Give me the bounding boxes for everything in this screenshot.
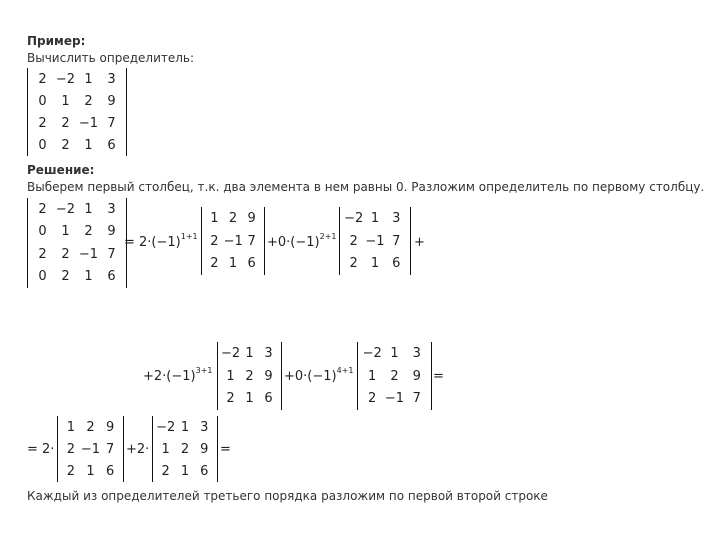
matrix-cell: 9	[264, 368, 273, 384]
matrix-cell: 2	[368, 391, 377, 407]
matrix-cell: 1	[390, 345, 399, 361]
coef-text: +0·(−1)	[267, 235, 320, 250]
determinant-left-bar	[217, 342, 218, 410]
expansion-coef-4	[284, 366, 354, 384]
matrix-cell: 2	[38, 246, 47, 262]
matrix-cell: −2	[55, 201, 76, 217]
matrix-cell: 9	[106, 419, 115, 435]
matrix-cell: −1	[78, 246, 99, 262]
coef-text: +0·(−1)	[284, 369, 337, 384]
matrix-cell: 2	[226, 391, 235, 407]
determinant-left-bar	[357, 342, 358, 410]
matrix-cell: 7	[392, 233, 401, 249]
solution-text: Выберем первый столбец, т.к. два элемента в нем равны 0. Разложим определитель по первому столбцу.	[27, 180, 705, 194]
matrix-cell: 2	[84, 93, 93, 109]
coef-text: +2·(−1)	[143, 369, 196, 384]
matrix-cell: 1	[245, 345, 254, 361]
matrix-cell: 9	[412, 368, 421, 384]
determinant-right-bar	[217, 416, 218, 482]
matrix-cell: 1	[84, 137, 93, 153]
determinant-right-bar	[126, 68, 127, 156]
main-determinant	[27, 68, 127, 156]
minor-41	[357, 342, 432, 410]
matrix-cell: 2	[161, 463, 170, 479]
matrix-cell: −2	[55, 71, 76, 87]
equals-after-minor-41: =	[433, 369, 444, 384]
determinant-left-bar	[57, 416, 58, 482]
example-label: Пример:	[27, 34, 86, 48]
matrix-cell: 2	[38, 201, 47, 217]
matrix-cell: 1	[84, 269, 93, 285]
matrix-cell: 0	[38, 269, 47, 285]
matrix-cell: 3	[200, 419, 209, 435]
determinant-right-bar	[281, 342, 282, 410]
determinant-right-bar	[410, 207, 411, 275]
matrix-cell: −2	[156, 419, 176, 435]
matrix-cell: 2	[390, 368, 399, 384]
matrix-cell: −1	[78, 115, 99, 131]
matrix-cell: −2	[344, 210, 364, 226]
determinant-left-bar	[201, 207, 202, 275]
matrix-cell: 2	[61, 269, 70, 285]
matrix-cell: 2	[38, 115, 47, 131]
determinant-right-bar	[123, 416, 124, 482]
determinant-left-bar	[152, 416, 153, 482]
matrix-cell: 6	[392, 256, 401, 272]
exponent: 4+1	[336, 366, 354, 375]
matrix-cell: 3	[392, 210, 401, 226]
matrix-cell: 7	[247, 233, 256, 249]
expansion-coef-2	[267, 232, 337, 250]
matrix-cell: 3	[107, 71, 116, 87]
matrix-cell: 1	[370, 210, 380, 226]
matrix-cell: 2	[61, 115, 70, 131]
matrix-cell: −2	[362, 345, 382, 361]
final-plus-coef: +2·	[126, 442, 150, 457]
matrix-cell: 3	[264, 345, 273, 361]
coef-text: = 2·(−1)	[124, 235, 181, 250]
matrix-cell: 1	[368, 368, 377, 384]
determinant-right-bar	[264, 207, 265, 275]
exponent: 2+1	[319, 232, 337, 241]
matrix-cell: 2	[180, 441, 190, 457]
matrix-cell: 1	[161, 441, 170, 457]
matrix-cell: 1	[180, 463, 190, 479]
matrix-cell: 0	[38, 93, 47, 109]
expansion-coef-1	[124, 232, 198, 250]
matrix-cell: 6	[200, 463, 209, 479]
trailing-plus: +	[414, 235, 425, 250]
determinant-left-bar	[27, 198, 28, 288]
matrix-cell: 6	[107, 137, 116, 153]
matrix-cell: −2	[221, 345, 241, 361]
minor-31	[217, 342, 282, 410]
final-minor-2	[152, 416, 218, 482]
matrix-cell: 9	[247, 210, 256, 226]
matrix-cell: 6	[106, 463, 115, 479]
matrix-cell: −1	[365, 233, 385, 249]
matrix-cell: 2	[228, 210, 238, 226]
matrix-cell: 1	[66, 419, 75, 435]
determinant-right-bar	[431, 342, 432, 410]
solution-label: Решение:	[27, 163, 95, 177]
expansion-coef-3	[143, 366, 213, 384]
final-eq-coef: = 2·	[27, 442, 55, 457]
final-minor-1	[57, 416, 124, 482]
minor-21	[339, 207, 411, 275]
matrix-cell: 1	[210, 210, 219, 226]
matrix-cell: 6	[264, 391, 273, 407]
matrix-cell: 9	[200, 441, 209, 457]
matrix-cell: 2	[349, 233, 358, 249]
matrix-cell: 7	[106, 441, 115, 457]
exponent: 3+1	[195, 366, 213, 375]
matrix-cell: 2	[210, 256, 219, 272]
matrix-cell: 1	[84, 201, 93, 217]
matrix-cell: 0	[38, 224, 47, 240]
matrix-cell: 1	[228, 256, 238, 272]
matrix-cell: 6	[247, 256, 256, 272]
matrix-cell: 1	[84, 71, 93, 87]
matrix-cell: 1	[86, 463, 95, 479]
matrix-cell: 2	[38, 71, 47, 87]
matrix-cell: 2	[210, 233, 219, 249]
matrix-cell: 6	[107, 269, 116, 285]
determinant-left-bar	[339, 207, 340, 275]
matrix-cell: 1	[61, 93, 70, 109]
matrix-cell: 1	[61, 224, 70, 240]
matrix-cell: 1	[180, 419, 190, 435]
matrix-cell: 1	[370, 256, 380, 272]
matrix-cell: 3	[412, 345, 421, 361]
matrix-cell: 7	[412, 391, 421, 407]
main-determinant-repeat	[27, 198, 127, 288]
final-text: Каждый из определителей третьего порядка разложим по первой второй строке	[27, 489, 548, 503]
matrix-cell: 9	[107, 93, 116, 109]
matrix-cell: 2	[84, 224, 93, 240]
matrix-cell: −1	[80, 441, 101, 457]
matrix-cell: 2	[66, 463, 75, 479]
matrix-cell: −1	[223, 233, 243, 249]
matrix-cell: −1	[384, 391, 405, 407]
matrix-cell: 1	[245, 391, 254, 407]
final-equals: =	[220, 442, 231, 457]
matrix-cell: 7	[107, 246, 116, 262]
matrix-cell: 2	[245, 368, 254, 384]
task-text: Вычислить определитель:	[27, 51, 195, 65]
matrix-cell: 2	[349, 256, 358, 272]
matrix-cell: 2	[66, 441, 75, 457]
determinant-left-bar	[27, 68, 28, 156]
matrix-cell: 1	[226, 368, 235, 384]
minor-11	[201, 207, 265, 275]
matrix-cell: 0	[38, 137, 47, 153]
matrix-cell: 2	[61, 137, 70, 153]
exponent: 1+1	[180, 232, 198, 241]
matrix-cell: 2	[61, 246, 70, 262]
matrix-cell: 2	[86, 419, 95, 435]
matrix-cell: 7	[107, 115, 116, 131]
matrix-cell: 3	[107, 201, 116, 217]
matrix-cell: 9	[107, 224, 116, 240]
